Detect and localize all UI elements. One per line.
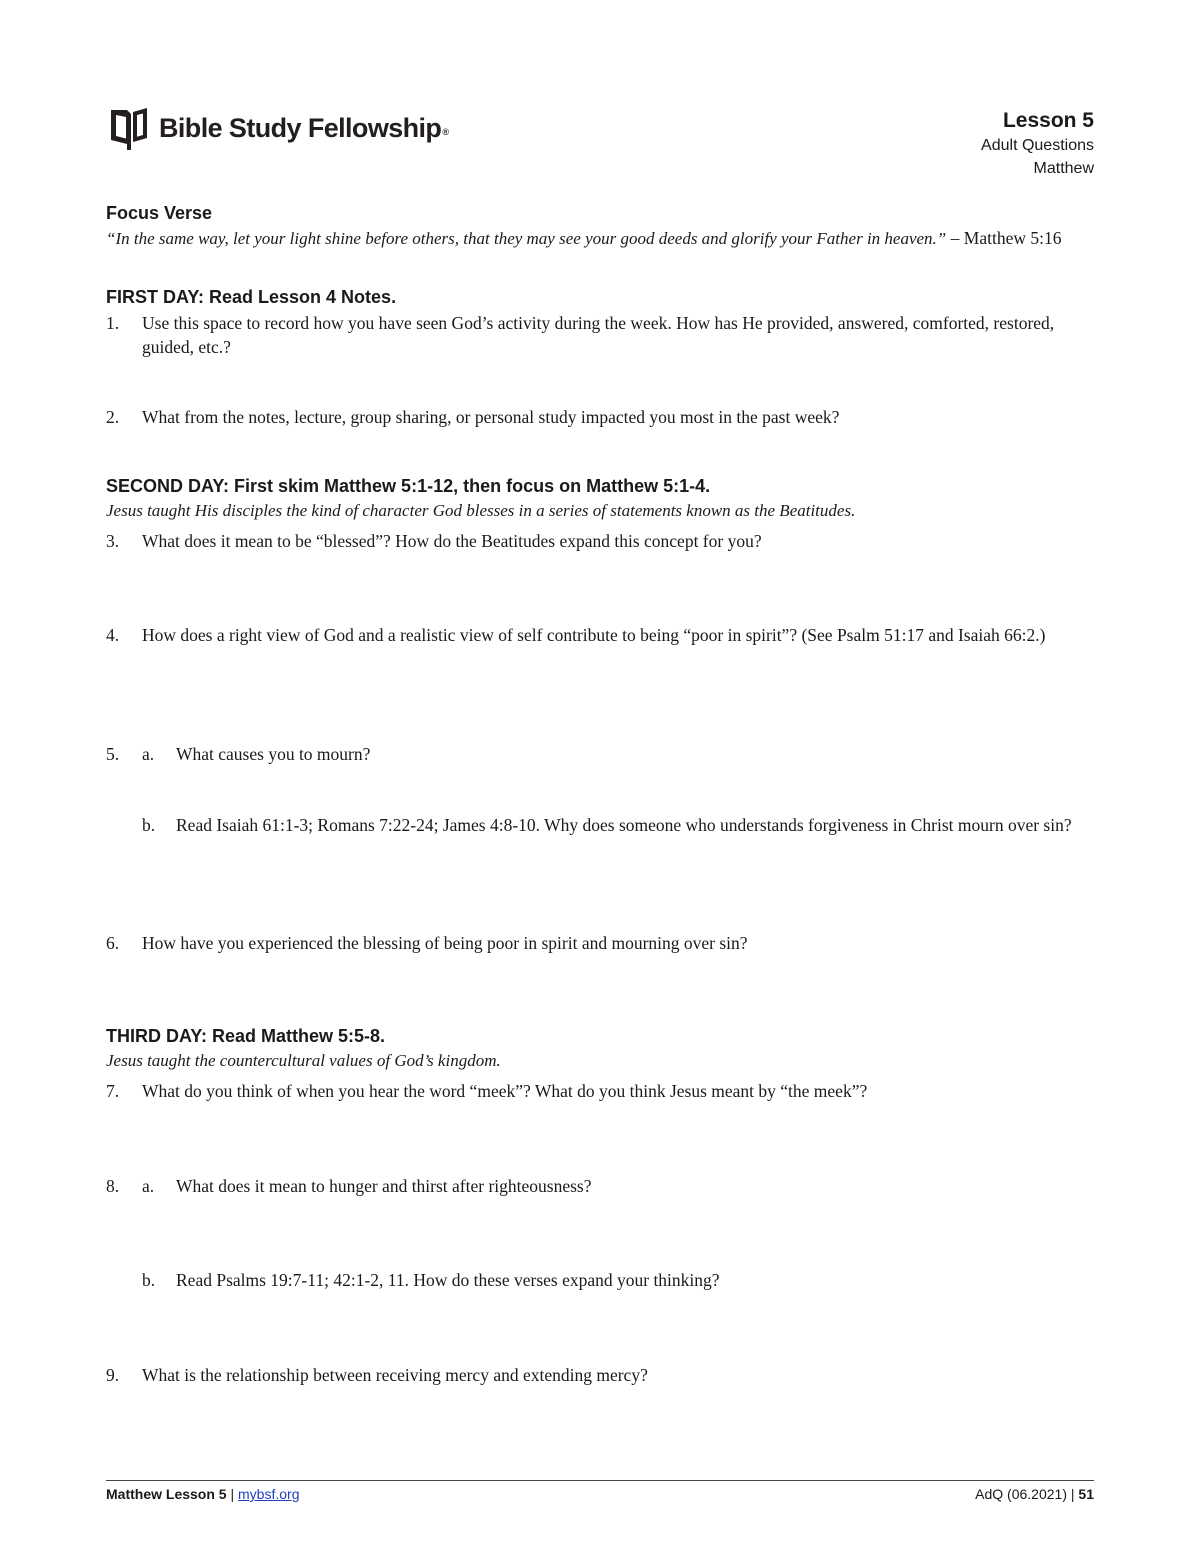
third-day-heading: THIRD DAY: Read Matthew 5:5-8. (106, 1026, 386, 1046)
focus-verse-reference: – Matthew 5:16 (946, 228, 1062, 248)
sub-question-letter: a. (142, 1176, 155, 1196)
logo-text: Bible Study Fellowship (159, 112, 442, 143)
footer-left (106, 1486, 299, 1502)
footer-website-link[interactable]: mybsf.org (238, 1486, 300, 1502)
question-5a (106, 742, 1096, 766)
footer-separator: | (226, 1486, 239, 1502)
question-4 (106, 623, 1096, 647)
question-3 (106, 529, 1096, 553)
question-text: What is the relationship between receiving mercy and extending mercy? (142, 1365, 648, 1385)
question-number: 3. (106, 531, 120, 551)
question-text: How have you experienced the blessing of being poor in spirit and mourning over sin? (142, 933, 748, 953)
second-day-heading: SECOND DAY: First skim Matthew 5:1-12, then focus on Matthew 5:1-4. (106, 476, 711, 496)
sub-question-letter: b. (142, 1270, 156, 1290)
focus-verse-section (106, 202, 1094, 250)
sub-question-letter: b. (142, 815, 156, 835)
footer-lesson-label: Matthew Lesson 5 (106, 1486, 227, 1502)
question-text: Use this space to record how you have seen God’s activity during the week. How has He provided, answered, comforted, restored, guided, etc.? (142, 313, 1055, 357)
lesson-header (981, 108, 1094, 180)
focus-verse-text (106, 226, 1094, 250)
registered-mark: ® (442, 126, 449, 137)
sub-question-letter: a. (142, 744, 155, 764)
question-9 (106, 1363, 1096, 1387)
first-day-heading: FIRST DAY: Read Lesson 4 Notes. (106, 287, 397, 307)
question-8b (106, 1268, 1096, 1292)
question-1 (106, 311, 1096, 359)
question-number: 1. (106, 313, 120, 333)
question-text: What from the notes, lecture, group sharing, or personal study impacted you most in the past week? (142, 407, 840, 427)
question-2 (106, 405, 1096, 429)
focus-verse-quote: “In the same way, let your light shine before others, that they may see your good deeds and glorify your Father in heaven.” (106, 229, 947, 248)
question-text: Read Isaiah 61:1-3; Romans 7:22-24; James 4:8-10. Why does someone who understands forgiveness in Christ mourn over sin? (176, 815, 1072, 835)
footer-separator: | (1067, 1486, 1079, 1502)
question-6 (106, 931, 1096, 955)
question-text: What do you think of when you hear the word “meek”? What do you think Jesus meant by “the meek”? (142, 1081, 868, 1101)
question-number: 9. (106, 1365, 120, 1385)
third-day-intro: Jesus taught the countercultural values of God’s kingdom. (106, 1051, 501, 1070)
question-number: 4. (106, 625, 120, 645)
logo-wordmark (159, 113, 448, 144)
lesson-book: Matthew (1033, 160, 1094, 177)
footer-divider (106, 1480, 1094, 1481)
question-number: 6. (106, 933, 120, 953)
question-5b (106, 813, 1096, 837)
question-number: 7. (106, 1081, 120, 1101)
question-text: What does it mean to hunger and thirst after righteousness? (176, 1176, 592, 1196)
page-number: 51 (1078, 1486, 1094, 1502)
focus-verse-heading: Focus Verse (106, 203, 213, 223)
question-7 (106, 1079, 1096, 1103)
question-text: Read Psalms 19:7-11; 42:1-2, 11. How do these verses expand your thinking? (176, 1270, 720, 1290)
footer-right (975, 1486, 1094, 1502)
bsf-logo (107, 104, 448, 152)
lesson-title: Lesson 5 (1002, 109, 1094, 132)
question-8a (106, 1174, 1096, 1198)
question-number: 8. (106, 1176, 120, 1196)
second-day-intro: Jesus taught His disciples the kind of character God blesses in a series of statements known as the Beatitudes. (106, 501, 856, 520)
lesson-subtitle: Adult Questions (981, 137, 1094, 154)
question-text: How does a right view of God and a realistic view of self contribute to being “poor in spirit”? (See Psalm 51:17 and Isaiah 66:2.) (142, 625, 1046, 645)
question-text: What causes you to mourn? (176, 744, 371, 764)
question-number: 2. (106, 407, 120, 427)
open-book-logo-icon (107, 104, 151, 152)
footer-document-code: AdQ (06.2021) (975, 1486, 1067, 1502)
question-text: What does it mean to be “blessed”? How do the Beatitudes expand this concept for you? (142, 531, 762, 551)
question-number: 5. (106, 744, 120, 764)
